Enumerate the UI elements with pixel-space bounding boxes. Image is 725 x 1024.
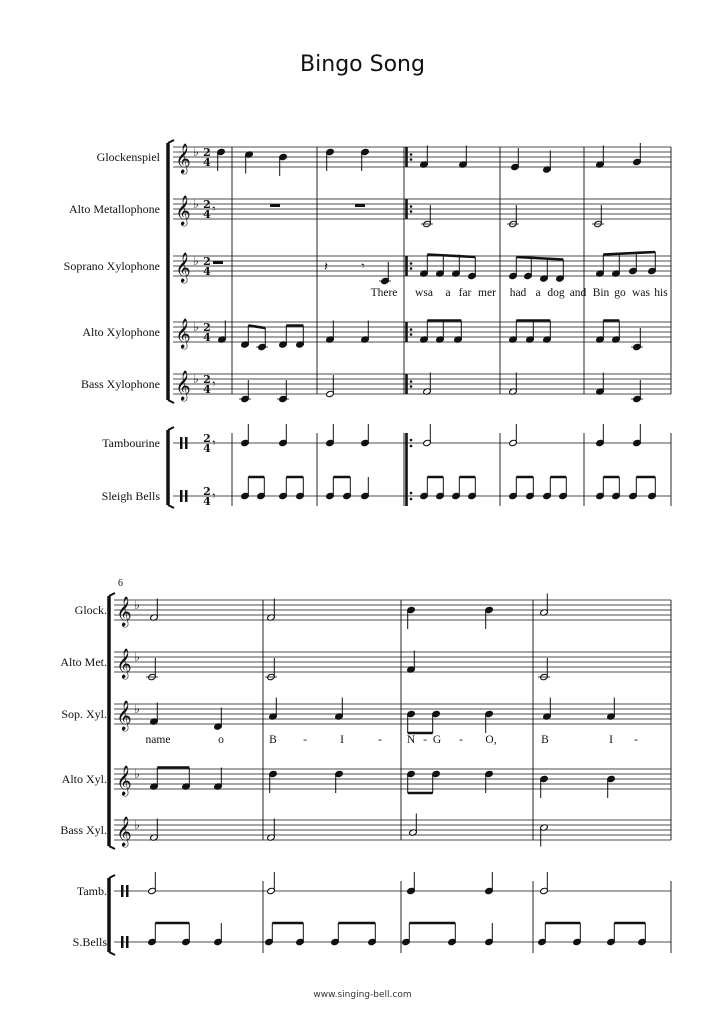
- treble-clef: 𝄞: [116, 649, 132, 679]
- lyric-syllable: was: [632, 287, 650, 299]
- key-flat: ♭: [193, 320, 199, 334]
- instrument-label: Alto Xylophone: [82, 325, 160, 339]
- repeat-dot: [410, 262, 413, 265]
- repeat-dot: [410, 205, 413, 208]
- lyric-syllable: B: [541, 734, 549, 746]
- instrument-label: Soprano Xylophone: [63, 259, 160, 273]
- treble-clef: 𝄞: [175, 253, 191, 283]
- instrument-label: Tamb.: [76, 884, 107, 898]
- percussion-clef: [180, 437, 183, 449]
- time-sig-bottom: 4: [203, 442, 211, 455]
- time-sig-bottom: 4: [203, 331, 211, 344]
- repeat-dot: [410, 328, 413, 331]
- whole-rest: [270, 204, 280, 207]
- repeat-dot: [410, 445, 413, 448]
- note-beam: [516, 257, 563, 260]
- key-flat: ♭: [193, 254, 199, 268]
- page-title: Bingo Song: [300, 52, 425, 77]
- time-sig-top: 2: [203, 255, 211, 268]
- lyric-syllable: N: [406, 734, 416, 746]
- eighth-rest: 𝄾: [212, 489, 216, 503]
- lyric-syllable: o: [218, 734, 224, 746]
- eighth-rest: 𝄾: [212, 377, 216, 391]
- instrument-label: Sleigh Bells: [101, 489, 160, 503]
- eighth-rest: 𝄾: [212, 202, 216, 216]
- treble-clef: 𝄞: [175, 319, 191, 349]
- note-beam: [427, 255, 475, 258]
- system-bracket: [168, 427, 174, 430]
- lyric-syllable: I: [340, 734, 344, 746]
- repeat-dot: [410, 380, 413, 383]
- footer-url: www.singing-bell.com: [313, 990, 412, 1000]
- key-flat: ♭: [134, 702, 140, 716]
- system-bracket: [168, 505, 174, 508]
- eighth-rest: 𝄾: [361, 259, 365, 273]
- key-flat: ♭: [193, 372, 199, 386]
- lyric-syllable: B: [269, 734, 277, 746]
- system-bracket: [109, 952, 115, 955]
- lyric-syllable: far: [458, 287, 472, 299]
- repeat-dot: [410, 153, 413, 156]
- percussion-clef: [126, 936, 129, 948]
- percussion-clef: [126, 885, 129, 897]
- lyric-syllable: and: [569, 287, 587, 299]
- lyric-syllable: Bin: [592, 287, 610, 299]
- system-bracket: [168, 400, 174, 403]
- instrument-label: Tambourine: [102, 436, 160, 450]
- lyric-syllable: mer: [478, 287, 496, 299]
- eighth-rest: 𝄾: [212, 436, 216, 450]
- time-sig-bottom: 4: [203, 156, 211, 169]
- lyric-syllable: -: [634, 734, 638, 746]
- key-flat: ♭: [134, 818, 140, 832]
- time-sig-bottom: 4: [203, 495, 211, 508]
- lyric-syllable: a: [445, 287, 451, 299]
- instrument-label: Bass Xyl.: [60, 823, 107, 837]
- time-sig-top: 2: [203, 373, 211, 386]
- measure-number: 6: [118, 578, 123, 589]
- percussion-clef: [121, 885, 124, 897]
- repeat-dot: [410, 158, 413, 161]
- instrument-label: Bass Xylophone: [81, 377, 160, 391]
- percussion-clef: [185, 437, 188, 449]
- system-bracket: [109, 593, 115, 596]
- percussion-clef: [180, 490, 183, 502]
- time-sig-top: 2: [203, 432, 211, 445]
- instrument-label: Alto Xyl.: [61, 772, 107, 786]
- instrument-label: Sop. Xyl.: [61, 707, 107, 721]
- instrument-label: Alto Met.: [60, 655, 107, 669]
- time-sig-top: 2: [203, 146, 211, 159]
- repeat-dot: [410, 385, 413, 388]
- repeat-dot: [410, 267, 413, 270]
- time-sig-bottom: 4: [203, 265, 211, 278]
- instrument-label: Glockenspiel: [96, 150, 160, 164]
- key-flat: ♭: [134, 767, 140, 781]
- quarter-rest: 𝄽: [324, 260, 328, 275]
- lyric-syllable: go: [614, 287, 626, 299]
- lyric-syllable: had: [509, 287, 527, 299]
- repeat-dot: [410, 210, 413, 213]
- percussion-clef: [185, 490, 188, 502]
- key-flat: ♭: [134, 598, 140, 612]
- key-flat: ♭: [134, 650, 140, 664]
- key-flat: ♭: [193, 145, 199, 159]
- whole-rest: [213, 261, 223, 264]
- repeat-dot: [410, 492, 413, 495]
- treble-clef: 𝄞: [175, 144, 191, 174]
- percussion-clef: [121, 936, 124, 948]
- lyric-syllable: wsa: [415, 287, 433, 299]
- treble-clef: 𝄞: [116, 701, 132, 731]
- key-flat: ♭: [193, 197, 199, 211]
- lyric-syllable: -: [303, 734, 307, 746]
- time-sig-bottom: 4: [203, 383, 211, 396]
- lyric-syllable: O,: [485, 734, 497, 746]
- system-bracket: [109, 846, 115, 849]
- note-beam: [603, 252, 655, 255]
- instrument-label: S.Bells: [72, 935, 107, 949]
- whole-rest: [355, 204, 365, 207]
- lyric-syllable: -: [378, 734, 382, 746]
- lyric-syllable: his: [654, 287, 668, 299]
- lyric-syllable: -: [459, 734, 463, 746]
- repeat-dot: [410, 498, 413, 501]
- time-sig-top: 2: [203, 321, 211, 334]
- lyric-syllable: name: [145, 734, 171, 746]
- lyric-syllable: G: [432, 734, 442, 746]
- treble-clef: 𝄞: [175, 196, 191, 226]
- instrument-label: Glock.: [74, 603, 107, 617]
- lyric-syllable: dog: [547, 287, 565, 299]
- system-bracket: [168, 140, 174, 143]
- lyric-syllable: -: [423, 734, 427, 746]
- time-sig-top: 2: [203, 485, 211, 498]
- lyric-syllable: There: [370, 287, 398, 299]
- lyric-syllable: a: [535, 287, 541, 299]
- time-sig-bottom: 4: [203, 208, 211, 221]
- system-bracket: [109, 875, 115, 878]
- lyric-syllable: I: [609, 734, 613, 746]
- instrument-label: Alto Metallophone: [69, 202, 160, 216]
- treble-clef: 𝄞: [116, 597, 132, 627]
- time-sig-top: 2: [203, 198, 211, 211]
- note-beam: [248, 326, 265, 329]
- repeat-dot: [410, 333, 413, 336]
- repeat-dot: [410, 439, 413, 442]
- treble-clef: 𝄞: [116, 766, 132, 796]
- treble-clef: 𝄞: [116, 817, 132, 847]
- treble-clef: 𝄞: [175, 371, 191, 401]
